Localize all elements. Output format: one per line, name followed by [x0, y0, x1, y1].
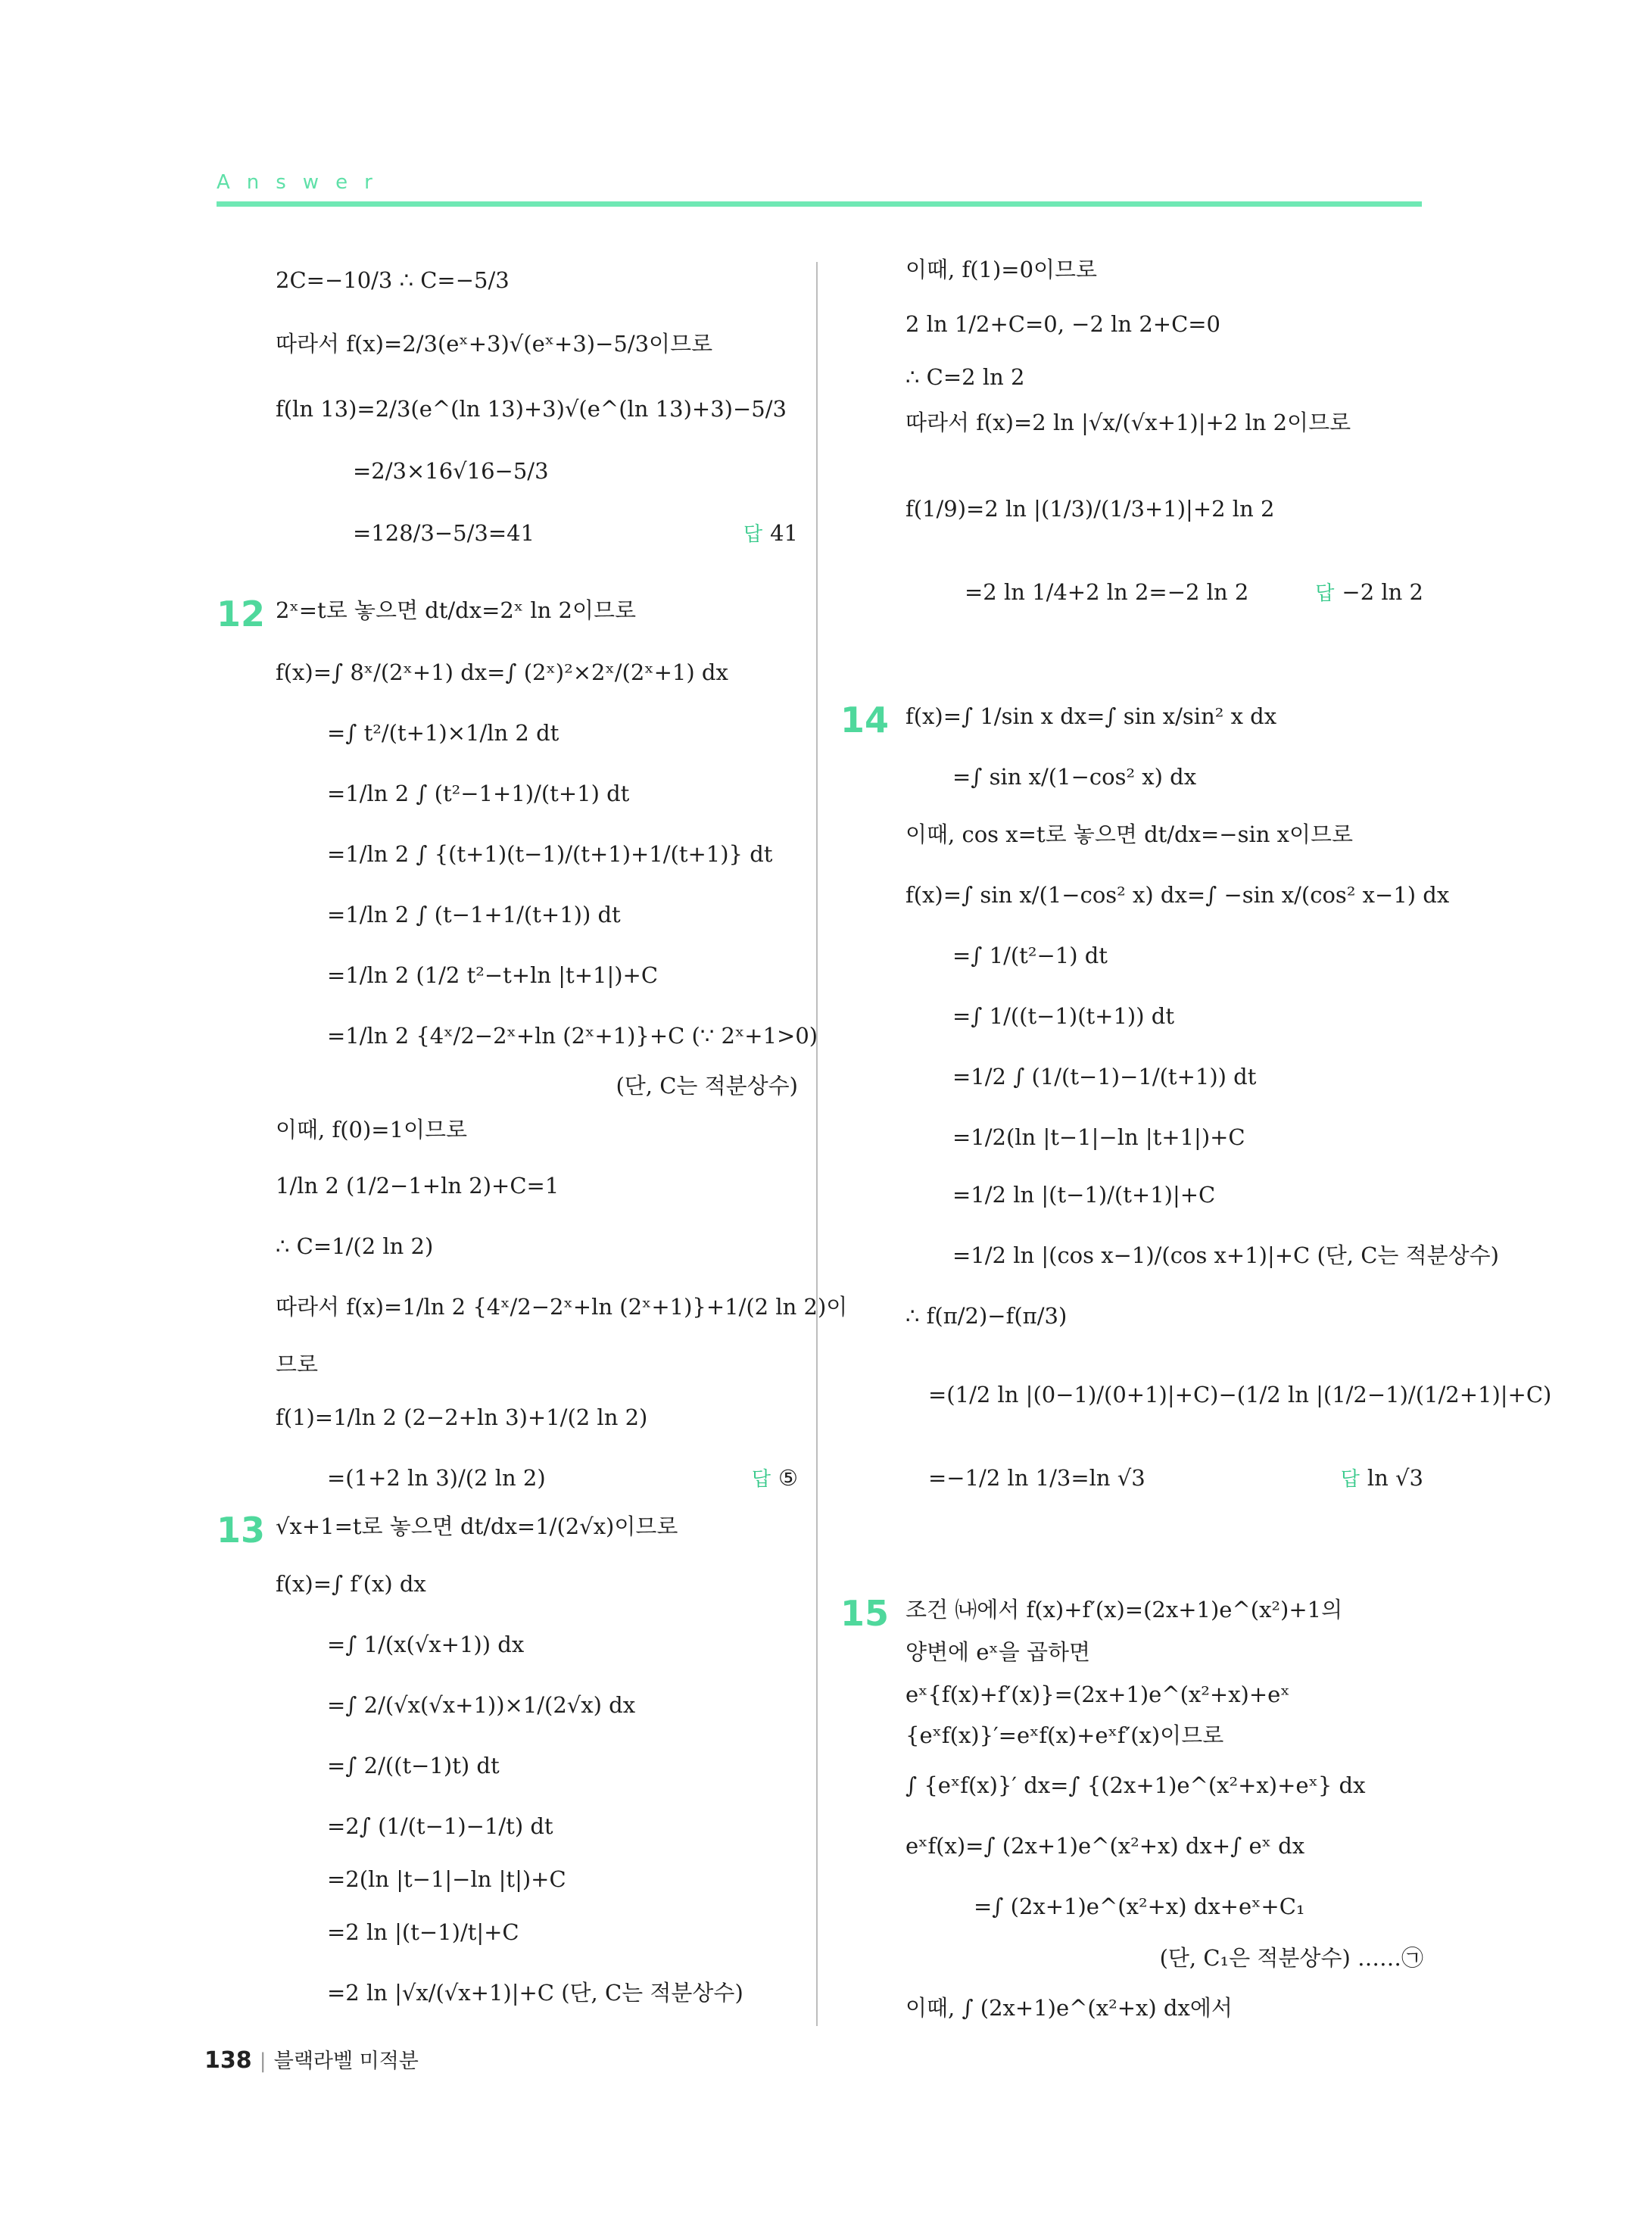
column-divider: [816, 262, 818, 2026]
solution-line: =2/3×16√16−5/3: [353, 458, 549, 484]
solution-line: f(x)=∫ sin x/(1−cos² x) dx=∫ −sin x/(cos² x−1) dx: [905, 882, 1450, 908]
solution-line: f(x)=∫ 1/sin x dx=∫ sin x/sin² x dx: [905, 703, 1277, 729]
solution-line: ∴ f(π/2)−f(π/3): [905, 1303, 1068, 1329]
answer-value: ln √3: [1367, 1465, 1423, 1491]
solution-line: =∫ 2/(√x(√x+1))×1/(2√x) dx: [327, 1692, 636, 1718]
solution-line: 조건 ㈏에서 f(x)+f′(x)=(2x+1)e^(x²)+1의: [905, 1597, 1343, 1622]
solution-line: {eˣf(x)}′=eˣf(x)+eˣf′(x)이므로: [905, 1722, 1224, 1748]
solution-line: =2 ln 1/4+2 ln 2=−2 ln 2: [965, 579, 1249, 605]
solution-line: 2C=−10/3 ∴ C=−5/3: [276, 267, 510, 293]
answer-14: [1341, 1461, 1423, 1496]
problem-number: 14: [840, 700, 890, 740]
solution-line: =1/ln 2 (1/2 t²−t+ln |t+1|)+C: [327, 962, 659, 988]
solution-line: f(1)=1/ln 2 (2−2+ln 3)+1/(2 ln 2): [276, 1404, 648, 1430]
solution-line: f(x)=∫ f′(x) dx: [276, 1571, 426, 1597]
solution-line: =2 ln |(t−1)/t|+C: [327, 1919, 519, 1945]
solution-line: 양변에 eˣ을 곱하면: [905, 1639, 1090, 1665]
solution-line: f(1/9)=2 ln |(1/3)/(1/3+1)|+2 ln 2: [905, 496, 1275, 522]
solution-line: eˣ{f(x)+f′(x)}=(2x+1)e^(x²+x)+eˣ: [905, 1682, 1290, 1707]
solution-line: ∫ {eˣf(x)}′ dx=∫ {(2x+1)e^(x²+x)+eˣ} dx: [905, 1772, 1366, 1798]
problem-number: 15: [840, 1593, 890, 1634]
solution-line: =1/ln 2 ∫ (t²−1+1)/(t+1) dt: [327, 781, 630, 806]
solution-line: 이때, ∫ (2x+1)e^(x²+x) dx에서: [905, 1995, 1233, 2021]
solution-line: 2ˣ=t로 놓으면 dt/dx=2ˣ ln 2이므로: [276, 597, 637, 623]
solution-line: =∫ sin x/(1−cos² x) dx: [952, 764, 1197, 790]
solution-line: 므로: [276, 1351, 319, 1377]
solution-line: √x+1=t로 놓으면 dt/dx=1/(2√x)이므로: [276, 1513, 678, 1539]
problem-number: 13: [217, 1510, 266, 1551]
solution-line: 따라서 f(x)=2 ln |√x/(√x+1)|+2 ln 2이므로: [905, 410, 1351, 435]
answer-tag: 답: [751, 1468, 771, 1491]
solution-line: 이때, f(1)=0이므로: [905, 257, 1098, 282]
solution-line: eˣf(x)=∫ (2x+1)e^(x²+x) dx+∫ eˣ dx: [905, 1833, 1305, 1859]
solution-line: =2(ln |t−1|−ln |t|)+C: [327, 1866, 566, 1892]
answer-value: 41: [770, 520, 798, 546]
solution-line: 따라서 f(x)=2/3(eˣ+3)√(eˣ+3)−5/3이므로: [276, 331, 713, 357]
answer-tag: 답: [1315, 582, 1335, 605]
solution-line: =1/2 ln |(cos x−1)/(cos x+1)|+C (단, C는 적분상수): [952, 1242, 1500, 1268]
solution-line: =1/2(ln |t−1|−ln |t+1|)+C: [952, 1124, 1245, 1150]
constant-note: (단, C₁은 적분상수) ……㉠: [1159, 1945, 1423, 1971]
solution-line: =∫ 1/(x(√x+1)) dx: [327, 1632, 525, 1657]
solution-line: =∫ 1/((t−1)(t+1)) dt: [952, 1003, 1174, 1029]
solution-line: =∫ 2/((t−1)t) dt: [327, 1753, 500, 1778]
solution-line: 2 ln 1/2+C=0, −2 ln 2+C=0: [905, 311, 1221, 337]
solution-line: ∴ C=1/(2 ln 2): [276, 1233, 434, 1259]
solution-line: =−1/2 ln 1/3=ln √3: [928, 1465, 1145, 1491]
problem-number: 12: [217, 594, 266, 634]
solution-line: 이때, cos x=t로 놓으면 dt/dx=−sin x이므로: [905, 821, 1354, 847]
answer-value: −2 ln 2: [1342, 579, 1423, 605]
solution-line: ∴ C=2 ln 2: [905, 364, 1025, 390]
solution-line: =∫ (2x+1)e^(x²+x) dx+eˣ+C₁: [974, 1894, 1305, 1919]
solution-line: =2∫ (1/(t−1)−1/t) dt: [327, 1813, 553, 1839]
section-header-label: Answer: [217, 171, 389, 194]
page-number: 138: [204, 2047, 252, 2074]
solution-line: =(1+2 ln 3)/(2 ln 2): [327, 1465, 546, 1491]
solution-line: 따라서 f(x)=1/ln 2 {4ˣ/2−2ˣ+ln (2ˣ+1)}+1/(2 ln 2)이: [276, 1294, 848, 1320]
solution-line: =128/3−5/3=41: [353, 520, 535, 546]
solution-line: =2 ln |√x/(√x+1)|+C (단, C는 적분상수): [327, 1980, 743, 2006]
solution-line: =1/ln 2 ∫ {(t+1)(t−1)/(t+1)+1/(t+1)} dt: [327, 841, 773, 867]
solution-line: f(x)=∫ 8ˣ/(2ˣ+1) dx=∫ (2ˣ)²×2ˣ/(2ˣ+1) dx: [276, 659, 728, 685]
solution-line: =1/ln 2 ∫ (t−1+1/(t+1)) dt: [327, 902, 621, 927]
book-title: 블랙라벨 미적분: [273, 2050, 419, 2073]
answer-13: [1315, 575, 1423, 610]
answer-tag: 답: [743, 523, 763, 546]
solution-line: f(ln 13)=2/3(e^(ln 13)+3)√(e^(ln 13)+3)−5/3: [276, 396, 787, 422]
footer-separator: |: [259, 2050, 267, 2073]
answer-tag: 답: [1340, 1468, 1360, 1491]
answer-11: [743, 516, 798, 551]
solution-line: =∫ t²/(t+1)×1/ln 2 dt: [327, 720, 559, 746]
solution-line: =1/2 ln |(t−1)/(t+1)|+C: [952, 1182, 1216, 1208]
solution-line: =1/2 ∫ (1/(t−1)−1/(t+1)) dt: [952, 1064, 1257, 1089]
answer-value: ⑤: [778, 1465, 798, 1491]
solution-line: 이때, f(0)=1이므로: [276, 1117, 468, 1142]
solution-line: 1/ln 2 (1/2−1+ln 2)+C=1: [276, 1173, 559, 1199]
page-footer: [204, 2044, 419, 2074]
answer-12: [752, 1461, 798, 1496]
constant-note: (단, C는 적분상수): [616, 1073, 798, 1099]
solution-line: =(1/2 ln |(0−1)/(0+1)|+C)−(1/2 ln |(1/2−1)/(1/2+1)|+C): [928, 1382, 1552, 1407]
solution-line: =∫ 1/(t²−1) dt: [952, 943, 1108, 968]
solution-line: =1/ln 2 {4ˣ/2−2ˣ+ln (2ˣ+1)}+C (∵ 2ˣ+1>0): [327, 1023, 818, 1049]
header-divider: [217, 201, 1422, 207]
